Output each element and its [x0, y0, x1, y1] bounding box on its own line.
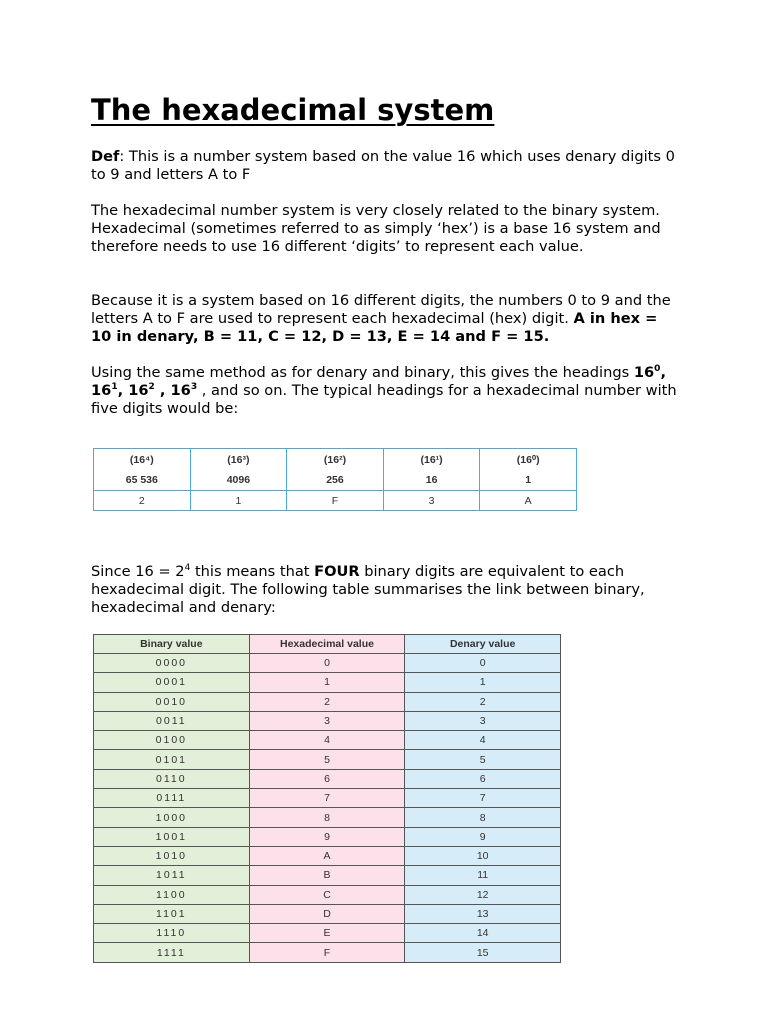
denary-cell: 2 [405, 692, 561, 711]
definition-paragraph [91, 148, 681, 184]
table-row [94, 750, 561, 769]
hex-cell: F [249, 943, 405, 962]
binary-cell: 0001 [94, 673, 250, 692]
binary-cell: 0101 [94, 750, 250, 769]
hex-cell: 6 [249, 769, 405, 788]
table-row [94, 731, 561, 750]
conversion-table [93, 634, 561, 963]
denary-cell: 11 [405, 866, 561, 885]
hex-cell: 2 [249, 692, 405, 711]
place-digit: 3 [383, 491, 480, 511]
denary-cell: 7 [405, 789, 561, 808]
hex-cell: 3 [249, 711, 405, 730]
binary-cell: 1010 [94, 846, 250, 865]
headings-text-b: , and so on. The typical headings for a hexadecimal number with five digits would be: [91, 382, 677, 418]
hex-cell: 8 [249, 808, 405, 827]
denary-cell: 8 [405, 808, 561, 827]
binary-cell: 0111 [94, 789, 250, 808]
headings-paragraph [91, 364, 681, 419]
binary-cell: 1011 [94, 866, 250, 885]
hex-cell: 9 [249, 827, 405, 846]
hex-cell: E [249, 924, 405, 943]
binary-link-paragraph: Since $16 = 2^4$ this means that FOUR binary digits are equivalent to each hexadecimal digit. The following table summarises the link between binary, hexadecimal and denary: [91, 563, 645, 617]
four-bold: FOUR [314, 563, 360, 580]
place-value: 65 536 [94, 470, 191, 491]
table-row [94, 846, 561, 865]
table-row [94, 711, 561, 730]
binary-cell: 1001 [94, 827, 250, 846]
table-row [94, 654, 561, 673]
hex-cell: 0 [249, 654, 405, 673]
intro-paragraph: The hexadecimal number system is very closely related to the binary system. Hexadecimal (sometimes referred to as simply ‘hex’) is a base 16 system and therefore needs to use 16 different ‘digits’ to represent each value. [91, 202, 661, 256]
place-heading: (16³) [190, 449, 287, 471]
definition-label: Def [91, 148, 120, 165]
table-row [94, 904, 561, 923]
binary-cell: 0100 [94, 731, 250, 750]
binary-cell: 1101 [94, 904, 250, 923]
binary-header: Binary value [94, 635, 250, 654]
place-value: 1 [480, 470, 577, 491]
denary-cell: 0 [405, 654, 561, 673]
binary-cell: 0000 [94, 654, 250, 673]
denary-cell: 12 [405, 885, 561, 904]
binary-cell: 0011 [94, 711, 250, 730]
table-row [94, 808, 561, 827]
place-value-values-row [94, 470, 577, 491]
place-digit: A [480, 491, 577, 511]
place-heading: (16¹) [383, 449, 480, 471]
denary-cell: 3 [405, 711, 561, 730]
place-digit: 2 [94, 491, 191, 511]
denary-cell: 10 [405, 846, 561, 865]
denary-cell: 4 [405, 731, 561, 750]
binary-cell: 1000 [94, 808, 250, 827]
denary-cell: 6 [405, 769, 561, 788]
place-digit: 1 [190, 491, 287, 511]
table-row [94, 924, 561, 943]
table-row [94, 827, 561, 846]
place-heading: (16²) [287, 449, 384, 471]
denary-cell: 14 [405, 924, 561, 943]
heading-16-0: $16^0$, $16^1$, $16^2$ , $16^3$ [91, 364, 666, 400]
headings-text-a: Using the same method as for denary and binary, this gives the headings [91, 364, 634, 381]
hex-cell: 4 [249, 731, 405, 750]
table-row [94, 789, 561, 808]
denary-cell: 5 [405, 750, 561, 769]
hex-cell: 7 [249, 789, 405, 808]
definition-text: : This is a number system based on the value 16 which uses denary digits 0 to 9 and letters A to F [91, 148, 675, 184]
table-row [94, 692, 561, 711]
hex-header: Hexadecimal value [249, 635, 405, 654]
table-row [94, 943, 561, 962]
denary-cell: 9 [405, 827, 561, 846]
hex-cell: 1 [249, 673, 405, 692]
table-row [94, 673, 561, 692]
binary-cell: 1110 [94, 924, 250, 943]
place-heading: (16⁰) [480, 449, 577, 471]
place-value-table [93, 448, 577, 511]
table-row [94, 866, 561, 885]
place-digit: F [287, 491, 384, 511]
binary-cell: 0110 [94, 769, 250, 788]
denary-cell: 13 [405, 904, 561, 923]
hex-cell: A [249, 846, 405, 865]
digits-paragraph [91, 292, 681, 347]
denary-cell: 1 [405, 673, 561, 692]
place-value: 4096 [190, 470, 287, 491]
binary-cell: 1100 [94, 885, 250, 904]
table-row [94, 769, 561, 788]
hex-cell: B [249, 866, 405, 885]
hex-cell: C [249, 885, 405, 904]
place-value: 256 [287, 470, 384, 491]
denary-header: Denary value [405, 635, 561, 654]
place-value-digits-row [94, 491, 577, 511]
page-title: The hexadecimal system [91, 93, 495, 127]
binary-cell: 1111 [94, 943, 250, 962]
place-value-headings-row [94, 449, 577, 471]
denary-cell: 15 [405, 943, 561, 962]
table-row [94, 885, 561, 904]
hex-cell: D [249, 904, 405, 923]
place-heading: (16⁴) [94, 449, 191, 471]
digits-bold-text: A in hex = 10 in denary, B = 11, C = 12, D = 13, E = 14 and F = 15. [91, 310, 658, 346]
conversion-header-row [94, 635, 561, 654]
binary-cell: 0010 [94, 692, 250, 711]
place-value: 16 [383, 470, 480, 491]
hex-cell: 5 [249, 750, 405, 769]
digits-text: Because it is a system based on 16 different digits, the numbers 0 to 9 and the letters A to F are used to represent each hexadecimal (hex) digit. [91, 292, 671, 328]
